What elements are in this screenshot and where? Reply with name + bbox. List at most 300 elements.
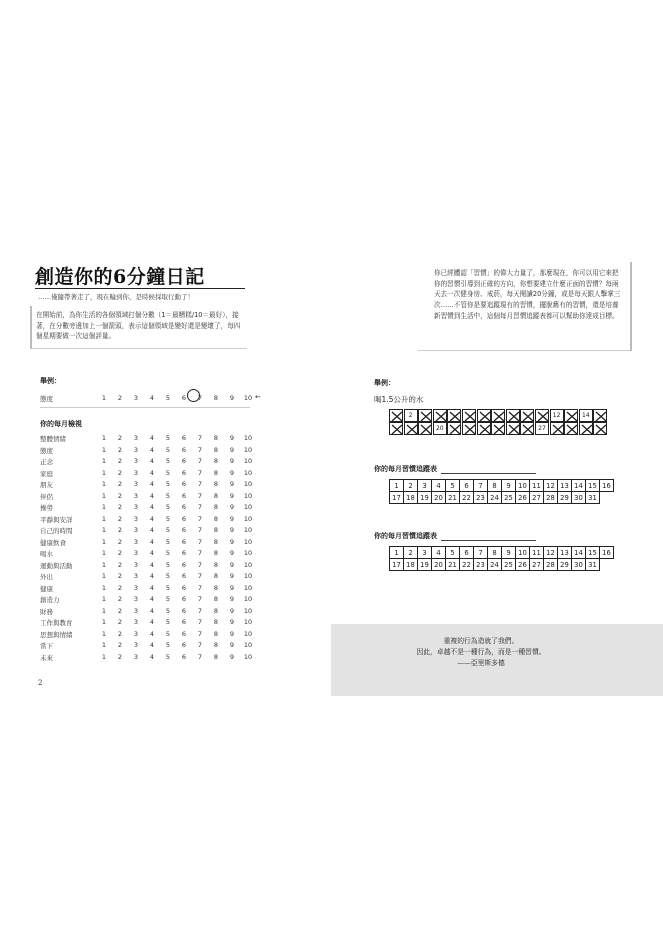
score-option[interactable]: 5 — [165, 560, 171, 569]
day-cell[interactable]: 5 — [446, 480, 460, 492]
score-option[interactable]: 9 — [229, 394, 235, 402]
score-option[interactable]: 8 — [213, 480, 219, 488]
day-cell[interactable]: 4 — [432, 480, 446, 492]
score-option[interactable]: 6 — [181, 514, 187, 523]
day-cell[interactable]: 11 — [530, 480, 544, 492]
score-option[interactable]: 8 — [213, 434, 219, 442]
score-option[interactable]: 4 — [149, 595, 155, 603]
score-option[interactable]: 10 — [243, 445, 253, 454]
score-option[interactable]: 9 — [229, 537, 235, 546]
score-option[interactable]: 5 — [165, 641, 171, 649]
score-option[interactable]: 7 — [197, 480, 203, 488]
score-option[interactable]: 1 — [101, 537, 107, 546]
score-option[interactable]: 8 — [213, 537, 219, 546]
day-cell[interactable]: 24 — [488, 492, 502, 504]
score-option[interactable]: 7 — [197, 560, 203, 569]
checked-day[interactable] — [418, 409, 432, 422]
score-option[interactable]: 9 — [229, 526, 235, 534]
day-cell[interactable]: 13 — [558, 547, 572, 559]
score-option[interactable]: 10 — [243, 641, 253, 649]
score-option[interactable]: 2 — [117, 514, 123, 523]
score-option[interactable]: 3 — [133, 652, 139, 661]
score-option[interactable]: 3 — [133, 583, 139, 592]
checked-day[interactable] — [462, 422, 476, 435]
day-cell[interactable]: 14 — [572, 547, 586, 559]
unchecked-day[interactable]: 27 — [535, 422, 549, 435]
score-option[interactable]: 1 — [101, 526, 107, 534]
score-option[interactable]: 7 — [197, 514, 203, 523]
day-cell[interactable]: 26 — [516, 559, 530, 571]
day-cell[interactable]: 15 — [586, 480, 600, 492]
score-option[interactable]: 9 — [229, 549, 235, 557]
score-option[interactable]: 6 — [181, 445, 187, 454]
score-option[interactable]: 3 — [133, 560, 139, 569]
day-cell[interactable]: 25 — [502, 492, 516, 504]
score-option[interactable]: 1 — [101, 595, 107, 603]
score-option[interactable]: 1 — [101, 583, 107, 592]
score-option[interactable]: 4 — [149, 491, 155, 500]
score-option[interactable]: 5 — [165, 457, 171, 465]
checked-day[interactable] — [579, 422, 593, 435]
score-option[interactable]: 10 — [243, 583, 253, 592]
score-option[interactable]: 4 — [149, 618, 155, 626]
score-option[interactable]: 1 — [101, 457, 107, 465]
score-option[interactable]: 8 — [213, 560, 219, 569]
score-option[interactable]: 1 — [101, 629, 107, 638]
checked-day[interactable] — [535, 409, 549, 422]
day-cell[interactable]: 8 — [488, 547, 502, 559]
score-option[interactable]: 1 — [101, 503, 107, 511]
checked-day[interactable] — [506, 409, 520, 422]
score-option[interactable]: 8 — [213, 549, 219, 557]
day-cell[interactable]: 30 — [572, 492, 586, 504]
score-option[interactable]: 7 — [197, 641, 203, 649]
checked-day[interactable] — [418, 422, 432, 435]
score-option[interactable]: 2 — [117, 583, 123, 592]
score-option[interactable]: 7 — [197, 457, 203, 465]
day-cell[interactable]: 24 — [488, 559, 502, 571]
score-option[interactable]: 3 — [133, 503, 139, 511]
day-cell[interactable]: 20 — [432, 492, 446, 504]
day-cell[interactable]: 12 — [544, 547, 558, 559]
score-option[interactable]: 2 — [117, 629, 123, 638]
score-option[interactable]: 6 — [181, 480, 187, 488]
score-option[interactable]: 9 — [229, 560, 235, 569]
score-option[interactable]: 9 — [229, 457, 235, 465]
day-cell[interactable]: 23 — [474, 559, 488, 571]
day-cell[interactable]: 22 — [460, 559, 474, 571]
score-option[interactable]: 10 — [243, 434, 253, 442]
score-option[interactable]: 2 — [117, 503, 123, 511]
score-option[interactable]: 7 — [197, 629, 203, 638]
score-option[interactable]: 4 — [149, 526, 155, 534]
score-option[interactable]: 3 — [133, 480, 139, 488]
score-option[interactable]: 10 — [243, 526, 253, 534]
score-option[interactable]: 8 — [213, 629, 219, 638]
score-option[interactable]: 4 — [149, 606, 155, 615]
score-option[interactable]: 4 — [149, 468, 155, 477]
score-option[interactable]: 10 — [243, 537, 253, 546]
day-cell[interactable]: 29 — [558, 492, 572, 504]
score-option[interactable]: 8 — [213, 468, 219, 477]
score-option[interactable]: 7 — [197, 618, 203, 626]
score-option[interactable]: 1 — [101, 491, 107, 500]
day-cell[interactable]: 3 — [418, 547, 432, 559]
score-option[interactable]: 6 — [181, 526, 187, 534]
day-cell[interactable]: 16 — [600, 480, 614, 492]
score-option[interactable]: 5 — [165, 572, 171, 580]
score-option[interactable]: 2 — [117, 618, 123, 626]
day-cell[interactable]: 15 — [586, 547, 600, 559]
score-option[interactable]: 7 — [197, 503, 203, 511]
day-cell[interactable]: 18 — [404, 492, 418, 504]
score-option[interactable]: 6 — [181, 572, 187, 580]
score-option[interactable]: 3 — [133, 468, 139, 477]
unchecked-day[interactable]: 20 — [433, 422, 447, 435]
score-option[interactable]: 3 — [133, 618, 139, 626]
score-option[interactable]: 3 — [133, 537, 139, 546]
score-option[interactable]: 2 — [117, 572, 123, 580]
day-cell[interactable]: 13 — [558, 480, 572, 492]
score-option[interactable]: 8 — [213, 641, 219, 649]
score-option[interactable]: 3 — [133, 514, 139, 523]
score-option[interactable]: 1 — [101, 652, 107, 661]
score-option[interactable]: 9 — [229, 503, 235, 511]
score-option[interactable]: 4 — [149, 652, 155, 661]
score-option[interactable]: 6 — [181, 606, 187, 615]
day-cell[interactable]: 28 — [544, 559, 558, 571]
score-option[interactable]: 6 — [181, 641, 187, 649]
score-option[interactable]: 5 — [165, 549, 171, 557]
score-option[interactable]: 3 — [133, 641, 139, 649]
score-option[interactable]: 1 — [101, 514, 107, 523]
day-cell[interactable]: 17 — [390, 492, 404, 504]
score-option[interactable]: 5 — [165, 526, 171, 534]
day-cell[interactable]: 27 — [530, 559, 544, 571]
score-option[interactable]: 10 — [243, 629, 253, 638]
score-option[interactable]: 4 — [149, 641, 155, 649]
score-option[interactable]: 5 — [165, 394, 171, 402]
score-option[interactable]: 5 — [165, 503, 171, 511]
score-option[interactable]: 4 — [149, 549, 155, 557]
score-option[interactable]: 2 — [117, 652, 123, 661]
day-cell[interactable]: 10 — [516, 480, 530, 492]
score-option[interactable]: 9 — [229, 514, 235, 523]
score-option[interactable]: 9 — [229, 480, 235, 488]
score-option[interactable]: 5 — [165, 491, 171, 500]
score-option[interactable]: 9 — [229, 491, 235, 500]
day-cell[interactable]: 31 — [586, 492, 600, 504]
score-option[interactable]: 8 — [213, 491, 219, 500]
day-cell[interactable]: 4 — [432, 547, 446, 559]
score-option[interactable]: 3 — [133, 434, 139, 442]
day-cell[interactable]: 26 — [516, 492, 530, 504]
score-option[interactable]: 6 — [181, 434, 187, 442]
score-option[interactable]: 9 — [229, 572, 235, 580]
score-option[interactable]: 7 — [197, 434, 203, 442]
score-option[interactable]: 2 — [117, 526, 123, 534]
score-option[interactable]: 8 — [213, 595, 219, 603]
score-option[interactable]: 6 — [181, 560, 187, 569]
checked-day[interactable] — [520, 422, 534, 435]
score-option[interactable]: 9 — [229, 445, 235, 454]
score-option[interactable]: 1 — [101, 394, 107, 402]
score-option[interactable]: 10 — [243, 468, 253, 477]
score-option[interactable]: 9 — [229, 618, 235, 626]
score-option[interactable]: 3 — [133, 394, 139, 402]
day-cell[interactable]: 2 — [404, 480, 418, 492]
score-option[interactable]: 6 — [181, 583, 187, 592]
checked-day[interactable] — [447, 422, 461, 435]
checked-day[interactable] — [389, 422, 403, 435]
score-option[interactable]: 10 — [243, 652, 253, 661]
score-option[interactable]: 8 — [213, 445, 219, 454]
score-option[interactable]: 2 — [117, 560, 123, 569]
score-option[interactable]: 10 — [243, 491, 253, 500]
score-option[interactable]: 10 — [243, 560, 253, 569]
score-option[interactable]: 6 — [181, 537, 187, 546]
score-option[interactable]: 9 — [229, 434, 235, 442]
score-option[interactable]: 8 — [213, 583, 219, 592]
score-option[interactable]: 10 — [243, 572, 253, 580]
score-option[interactable]: 5 — [165, 629, 171, 638]
score-option[interactable]: 2 — [117, 537, 123, 546]
score-option[interactable]: 1 — [101, 572, 107, 580]
score-option[interactable]: 3 — [133, 606, 139, 615]
score-option[interactable]: 7 — [197, 491, 203, 500]
score-option[interactable]: 4 — [149, 503, 155, 511]
score-option[interactable]: 2 — [117, 491, 123, 500]
checked-day[interactable] — [389, 409, 403, 422]
score-option[interactable]: 6 — [181, 394, 187, 402]
score-option[interactable]: 10 — [243, 480, 253, 488]
score-option[interactable]: 4 — [149, 583, 155, 592]
checked-day[interactable] — [593, 409, 607, 422]
score-option[interactable]: 3 — [133, 457, 139, 465]
score-option[interactable]: 7 — [197, 549, 203, 557]
day-cell[interactable]: 8 — [488, 480, 502, 492]
score-option[interactable]: 9 — [229, 652, 235, 661]
score-option[interactable]: 1 — [101, 445, 107, 454]
checked-day[interactable] — [506, 422, 520, 435]
day-cell[interactable]: 21 — [446, 492, 460, 504]
day-cell[interactable]: 19 — [418, 492, 432, 504]
score-option[interactable]: 8 — [213, 457, 219, 465]
day-cell[interactable]: 31 — [586, 559, 600, 571]
day-cell[interactable]: 7 — [474, 480, 488, 492]
day-cell[interactable]: 14 — [572, 480, 586, 492]
checked-day[interactable] — [593, 422, 607, 435]
day-cell[interactable]: 9 — [502, 480, 516, 492]
score-option[interactable]: 4 — [149, 560, 155, 569]
day-cell[interactable]: 16 — [600, 547, 614, 559]
score-option[interactable]: 4 — [149, 445, 155, 454]
score-option[interactable]: 1 — [101, 606, 107, 615]
checked-day[interactable] — [491, 409, 505, 422]
day-cell[interactable]: 30 — [572, 559, 586, 571]
checked-day[interactable] — [520, 409, 534, 422]
checked-day[interactable] — [564, 409, 578, 422]
score-option[interactable]: 1 — [101, 480, 107, 488]
score-option[interactable]: 6 — [181, 618, 187, 626]
checked-day[interactable] — [433, 409, 447, 422]
score-option[interactable]: 5 — [165, 583, 171, 592]
day-cell[interactable]: 21 — [446, 559, 460, 571]
day-cell[interactable]: 20 — [432, 559, 446, 571]
score-option[interactable]: 2 — [117, 549, 123, 557]
score-option[interactable]: 3 — [133, 549, 139, 557]
score-option[interactable]: 9 — [229, 468, 235, 477]
score-option[interactable]: 2 — [117, 457, 123, 465]
habit-blank-line[interactable] — [441, 473, 536, 474]
day-cell[interactable]: 22 — [460, 492, 474, 504]
score-option[interactable]: 6 — [181, 595, 187, 603]
score-option[interactable]: 7 — [197, 537, 203, 546]
habit-blank-line[interactable] — [441, 540, 536, 541]
score-option[interactable]: 5 — [165, 434, 171, 442]
score-option[interactable]: 10 — [243, 606, 253, 615]
day-cell[interactable]: 23 — [474, 492, 488, 504]
score-option[interactable]: 8 — [213, 503, 219, 511]
score-option[interactable]: 1 — [101, 560, 107, 569]
day-cell[interactable]: 9 — [502, 547, 516, 559]
score-option[interactable]: 7 — [197, 652, 203, 661]
unchecked-day[interactable]: 14 — [579, 409, 593, 422]
score-option[interactable]: 5 — [165, 445, 171, 454]
score-option[interactable]: 1 — [101, 618, 107, 626]
score-option[interactable]: 4 — [149, 537, 155, 546]
score-option[interactable]: 7 — [197, 468, 203, 477]
score-option[interactable]: 8 — [213, 572, 219, 580]
score-option[interactable]: 6 — [181, 457, 187, 465]
day-cell[interactable]: 1 — [390, 480, 404, 492]
unchecked-day[interactable]: 2 — [404, 409, 418, 422]
score-option[interactable]: 4 — [149, 480, 155, 488]
score-option[interactable]: 8 — [213, 394, 219, 402]
score-option[interactable]: 10 — [243, 549, 253, 557]
day-cell[interactable]: 25 — [502, 559, 516, 571]
day-cell[interactable]: 27 — [530, 492, 544, 504]
score-option[interactable]: 7 — [197, 583, 203, 592]
score-option[interactable]: 8 — [213, 618, 219, 626]
day-cell[interactable]: 18 — [404, 559, 418, 571]
day-cell[interactable]: 1 — [390, 547, 404, 559]
score-option[interactable]: 5 — [165, 468, 171, 477]
score-option[interactable]: 5 — [165, 595, 171, 603]
score-option[interactable]: 6 — [181, 468, 187, 477]
score-option[interactable]: 5 — [165, 606, 171, 615]
score-option[interactable]: 2 — [117, 595, 123, 603]
score-option[interactable]: 2 — [117, 480, 123, 488]
score-option[interactable]: 6 — [181, 491, 187, 500]
score-option[interactable]: 2 — [117, 394, 123, 402]
score-option[interactable]: 3 — [133, 629, 139, 638]
score-option[interactable]: 9 — [229, 629, 235, 638]
score-option[interactable]: 4 — [149, 434, 155, 442]
score-option[interactable]: 1 — [101, 641, 107, 649]
score-option[interactable]: 8 — [213, 526, 219, 534]
score-option[interactable]: 7 — [197, 572, 203, 580]
score-option[interactable]: 10 — [243, 514, 253, 523]
score-option[interactable]: 3 — [133, 595, 139, 603]
score-option[interactable]: 7 — [197, 606, 203, 615]
score-option[interactable]: 10 — [243, 503, 253, 511]
checked-day[interactable] — [491, 422, 505, 435]
day-cell[interactable]: 7 — [474, 547, 488, 559]
day-cell[interactable]: 19 — [418, 559, 432, 571]
score-option[interactable]: 9 — [229, 641, 235, 649]
score-option[interactable]: 8 — [213, 514, 219, 523]
score-option[interactable]: 1 — [101, 549, 107, 557]
checked-day[interactable] — [477, 422, 491, 435]
score-option[interactable]: 10 — [243, 618, 253, 626]
day-cell[interactable]: 17 — [390, 559, 404, 571]
score-option[interactable]: 2 — [117, 434, 123, 442]
score-option[interactable]: 4 — [149, 572, 155, 580]
score-option[interactable]: 10 — [243, 595, 253, 603]
score-option[interactable]: 2 — [117, 606, 123, 615]
score-option[interactable]: 2 — [117, 445, 123, 454]
checked-day[interactable] — [404, 422, 418, 435]
score-option[interactable]: 10 — [243, 457, 253, 465]
score-option[interactable]: 6 — [181, 629, 187, 638]
score-option[interactable]: 6 — [181, 503, 187, 511]
score-option[interactable]: 7 — [197, 526, 203, 534]
score-option[interactable]: 7 — [197, 595, 203, 603]
checked-day[interactable] — [477, 409, 491, 422]
score-option[interactable]: 8 — [213, 606, 219, 615]
day-cell[interactable]: 29 — [558, 559, 572, 571]
score-option[interactable]: 7 — [197, 445, 203, 454]
day-cell[interactable]: 11 — [530, 547, 544, 559]
unchecked-day[interactable]: 12 — [550, 409, 564, 422]
day-cell[interactable]: 12 — [544, 480, 558, 492]
score-option[interactable]: 1 — [101, 434, 107, 442]
score-option[interactable]: 10 — [243, 394, 253, 402]
checked-day[interactable] — [462, 409, 476, 422]
score-option[interactable]: 3 — [133, 526, 139, 534]
score-option[interactable]: 5 — [165, 537, 171, 546]
day-cell[interactable]: 6 — [460, 547, 474, 559]
score-option[interactable]: 5 — [165, 480, 171, 488]
score-option[interactable]: 4 — [149, 629, 155, 638]
score-option[interactable]: 9 — [229, 606, 235, 615]
score-option[interactable]: 2 — [117, 468, 123, 477]
score-option[interactable]: 6 — [181, 549, 187, 557]
day-cell[interactable]: 28 — [544, 492, 558, 504]
day-cell[interactable]: 6 — [460, 480, 474, 492]
checked-day[interactable] — [564, 422, 578, 435]
score-option[interactable]: 9 — [229, 595, 235, 603]
score-option[interactable]: 3 — [133, 445, 139, 454]
day-cell[interactable]: 2 — [404, 547, 418, 559]
score-option[interactable]: 5 — [165, 618, 171, 626]
score-option[interactable]: 4 — [149, 394, 155, 402]
day-cell[interactable]: 10 — [516, 547, 530, 559]
day-cell[interactable]: 5 — [446, 547, 460, 559]
score-option[interactable]: 6 — [181, 652, 187, 661]
score-option[interactable]: 3 — [133, 572, 139, 580]
checked-day[interactable] — [550, 422, 564, 435]
score-option[interactable]: 1 — [101, 468, 107, 477]
checked-day[interactable] — [447, 409, 461, 422]
day-cell[interactable]: 3 — [418, 480, 432, 492]
score-option[interactable]: 4 — [149, 514, 155, 523]
score-option[interactable]: 8 — [213, 652, 219, 661]
score-option[interactable]: 7 — [197, 394, 203, 402]
score-option[interactable]: 2 — [117, 641, 123, 649]
score-option[interactable]: 3 — [133, 491, 139, 500]
